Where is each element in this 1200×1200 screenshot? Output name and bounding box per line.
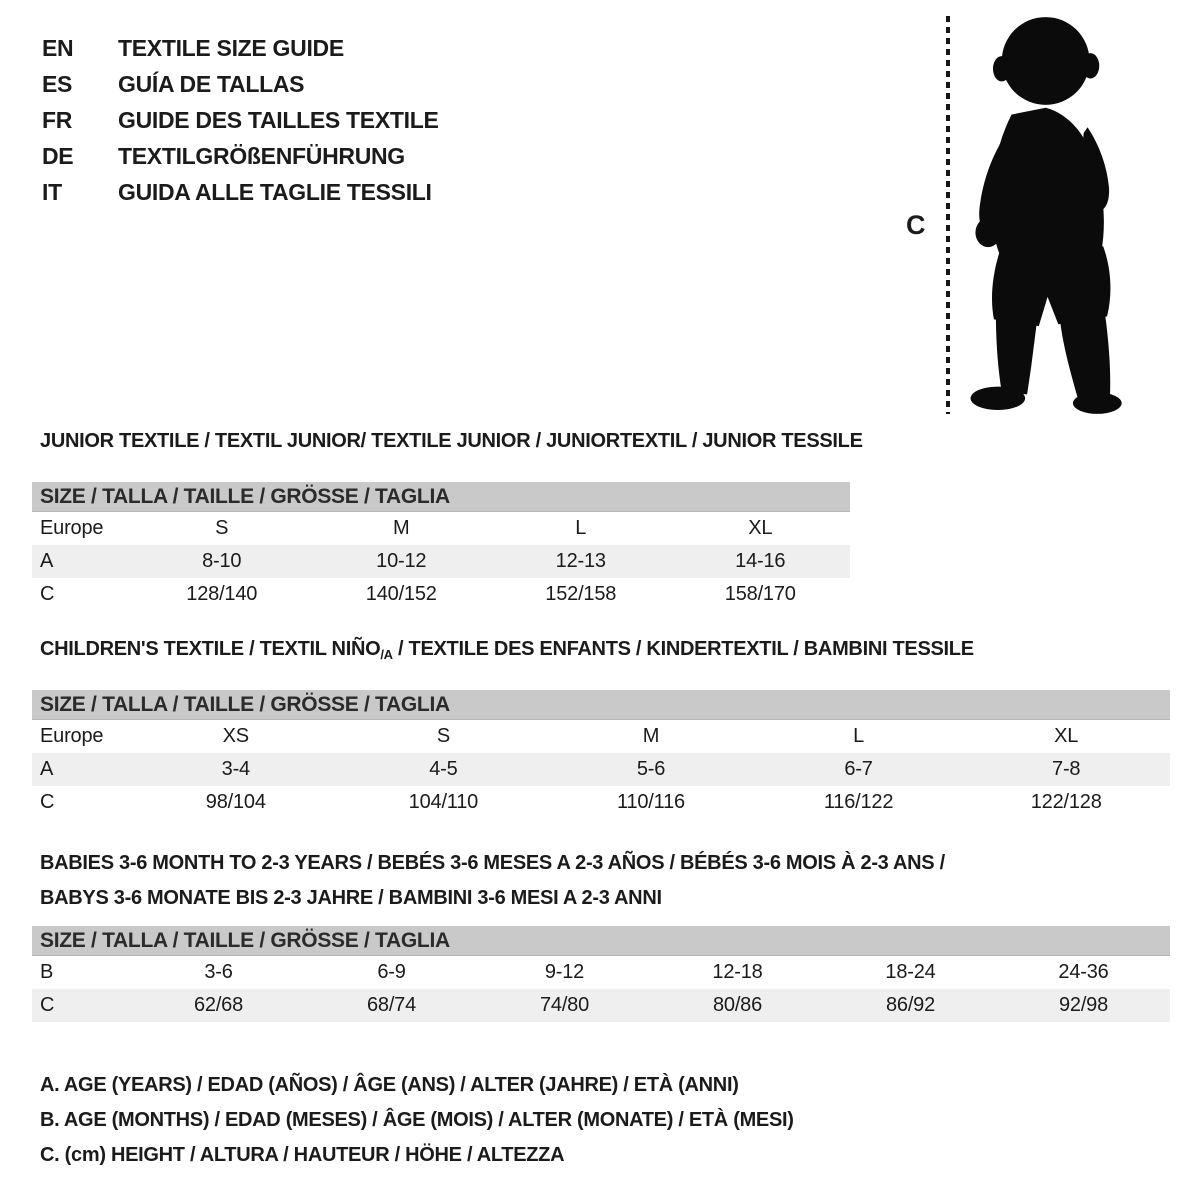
table-cell: 6-7 bbox=[844, 758, 873, 780]
table-row bbox=[32, 956, 1170, 989]
language-code: EN bbox=[42, 34, 74, 61]
legend-line-b: B. AGE (MONTHS) / EDAD (MESES) / ÂGE (MOIS) / ALTER (MONATE) / ETÀ (MESI) bbox=[40, 1109, 794, 1131]
row-label: C bbox=[40, 994, 55, 1016]
row-label: B bbox=[40, 961, 54, 983]
babies-section-title bbox=[40, 846, 945, 916]
language-label: TEXTILE SIZE GUIDE bbox=[118, 34, 344, 61]
language-code: FR bbox=[42, 106, 73, 133]
table-cell: 6-9 bbox=[377, 961, 406, 983]
table-cell: 158/170 bbox=[724, 583, 796, 605]
table-cell: 122/128 bbox=[1030, 791, 1102, 813]
legend-line-c: C. (cm) HEIGHT / ALTURA / HAUTEUR / HÖHE / ALTEZZA bbox=[40, 1144, 565, 1166]
table-cell: 92/98 bbox=[1058, 994, 1109, 1016]
table-cell: 86/92 bbox=[885, 994, 936, 1016]
language-label: GUIDE DES TAILLES TEXTILE bbox=[118, 106, 439, 133]
table-cell: S bbox=[215, 517, 229, 539]
row-label: A bbox=[40, 550, 54, 572]
junior-section-title: JUNIOR TEXTILE / TEXTIL JUNIOR/ TEXTILE JUNIOR / JUNIORTEXTIL / JUNIOR TESSILE bbox=[40, 430, 863, 452]
language-label: TEXTILGRÖßENFÜHRUNG bbox=[118, 142, 405, 169]
children-title-rest: / TEXTILE DES ENFANTS / KINDERTEXTIL / BAMBINI TESSILE bbox=[392, 638, 974, 660]
table-cell: 98/104 bbox=[205, 791, 266, 813]
table-cell: 116/122 bbox=[823, 791, 894, 813]
table-cell: 12-18 bbox=[712, 961, 763, 983]
table-cell: 104/110 bbox=[408, 791, 479, 813]
table-cell: XS bbox=[222, 725, 249, 747]
row-label: C bbox=[40, 583, 55, 605]
height-measure-label: C bbox=[906, 210, 926, 240]
table-cell: XL bbox=[748, 517, 773, 539]
table-cell: M bbox=[642, 725, 660, 747]
table-cell: 7-8 bbox=[1052, 758, 1081, 780]
babies-title-line1: BABIES 3-6 MONTH TO 2-3 YEARS / BEBÉS 3-6 MESES A 2-3 AÑOS / BÉBÉS 3-6 MOIS À 2-3 ANS / bbox=[40, 852, 945, 874]
table-cell: 10-12 bbox=[376, 550, 427, 572]
table-row bbox=[32, 545, 850, 578]
table-cell: 9-12 bbox=[544, 961, 585, 983]
table-cell: L bbox=[853, 725, 865, 747]
table-row bbox=[32, 578, 850, 611]
table-row bbox=[32, 720, 1170, 753]
language-row-en bbox=[42, 30, 439, 66]
children-size-bar: SIZE / TALLA / TAILLE / GRÖSSE / TAGLIA bbox=[32, 690, 1170, 720]
language-list bbox=[42, 30, 439, 210]
table-row bbox=[32, 786, 1170, 819]
table-cell: 4-5 bbox=[429, 758, 458, 780]
language-code: IT bbox=[42, 178, 62, 205]
table-cell: 152/158 bbox=[545, 583, 617, 605]
babies-size-bar: SIZE / TALLA / TAILLE / GRÖSSE / TAGLIA bbox=[32, 926, 1170, 956]
children-section-title bbox=[40, 638, 974, 662]
table-cell: 24-36 bbox=[1058, 961, 1109, 983]
table-row bbox=[32, 989, 1170, 1022]
language-label: GUÍA DE TALLAS bbox=[118, 70, 305, 97]
language-code: DE bbox=[42, 142, 74, 169]
legend bbox=[40, 1068, 794, 1173]
table-cell: 74/80 bbox=[539, 994, 590, 1016]
table-cell: S bbox=[436, 725, 450, 747]
row-label: Europe bbox=[40, 725, 104, 747]
children-title-subscript: /A bbox=[380, 647, 393, 662]
table-cell: 14-16 bbox=[735, 550, 786, 572]
table-cell: 140/152 bbox=[365, 583, 437, 605]
legend-line-a: A. AGE (YEARS) / EDAD (AÑOS) / ÂGE (ANS) / ALTER (JAHRE) / ETÀ (ANNI) bbox=[40, 1074, 739, 1096]
children-title-main: CHILDREN'S TEXTILE / TEXTIL NIÑO bbox=[40, 638, 381, 660]
table-cell: M bbox=[393, 517, 410, 539]
language-label: GUIDA ALLE TAGLIE TESSILI bbox=[118, 178, 432, 205]
table-cell: 12-13 bbox=[555, 550, 606, 572]
row-label: Europe bbox=[40, 517, 104, 539]
table-cell: XL bbox=[1054, 725, 1079, 747]
language-row-de bbox=[42, 138, 439, 174]
table-cell: 110/116 bbox=[617, 791, 685, 813]
language-code: ES bbox=[42, 70, 73, 97]
table-cell: 128/140 bbox=[186, 583, 258, 605]
table-cell: 8-10 bbox=[202, 550, 242, 572]
language-row-es bbox=[42, 66, 439, 102]
language-row-fr bbox=[42, 102, 439, 138]
row-label: C bbox=[40, 791, 55, 813]
row-label: A bbox=[40, 758, 54, 780]
table-cell: 18-24 bbox=[885, 961, 936, 983]
table-cell: 80/86 bbox=[712, 994, 763, 1016]
babies-title-line2: BABYS 3-6 MONATE BIS 2-3 JAHRE / BAMBINI 3-6 MESI A 2-3 ANNI bbox=[40, 887, 662, 909]
language-row-it bbox=[42, 174, 439, 210]
table-row bbox=[32, 512, 850, 545]
table-cell: 62/68 bbox=[193, 994, 244, 1016]
toddler-silhouette-icon bbox=[953, 12, 1148, 418]
height-measure-dashed-line bbox=[946, 16, 950, 414]
table-cell: 3-4 bbox=[221, 758, 250, 780]
table-cell: 3-6 bbox=[204, 961, 233, 983]
table-cell: 5-6 bbox=[636, 758, 666, 780]
table-cell: L bbox=[575, 517, 587, 539]
table-row bbox=[32, 753, 1170, 786]
junior-size-bar: SIZE / TALLA / TAILLE / GRÖSSE / TAGLIA bbox=[32, 482, 850, 512]
table-cell: 68/74 bbox=[366, 994, 417, 1016]
